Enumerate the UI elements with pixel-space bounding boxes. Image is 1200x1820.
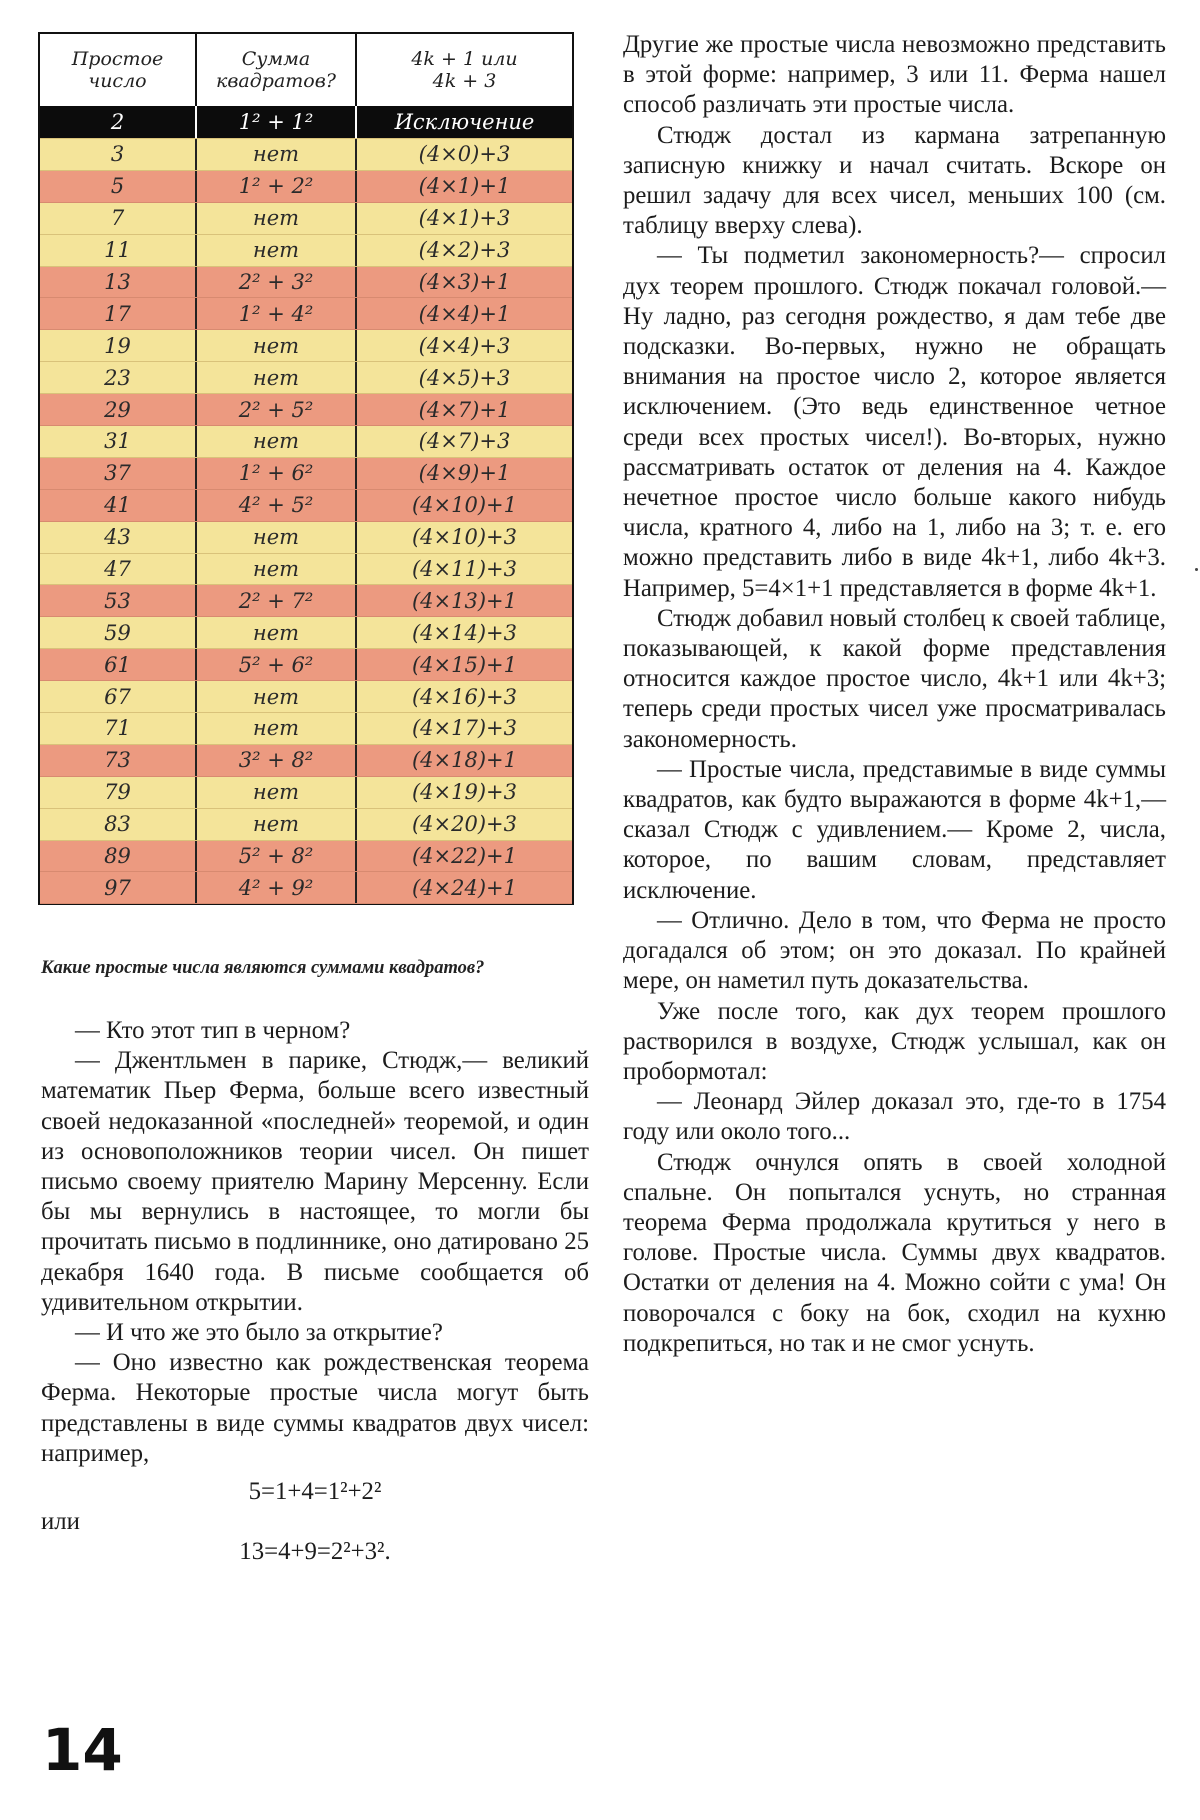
squares-cell: нет — [197, 713, 357, 744]
prime-cell: 7 — [40, 203, 197, 234]
or-word: или — [41, 1508, 80, 1536]
paragraph: — Ты подметил закономерность?— спросил дух теорем прошлого. Стюдж покачал головой.— Ну ладно, раз сегодня рождество, я дам тебе две подсказки. Во-первых, нужно не обращать внимания на простое число 2, которое является исключением. (Это ведь единственное четное среди всех простых чисел!). Во-вторых, нужно рассматривать остаток от деления на 4. Каждое нечетное простое число больше какого нибудь числа, кратного 4, либо на 1, либо на 3; т. е. его можно представить либо в виде 4k+1, либо 4k+3. Например, 5=4×1+1 представляется в форме 4k+1. — [623, 242, 1166, 602]
prime-cell: 61 — [40, 649, 197, 680]
paragraph: Стюдж достал из кармана затрепанную записную книжку и начал считать. Вскоре он решил задачу для всех чисел, меньших 100 (см. таблицу вверху слева). — [623, 121, 1166, 240]
prime-cell: 47 — [40, 554, 197, 585]
paragraph: — Джентльмен в парике, Стюдж,— великий математик Пьер Ферма, больше всего известный своей недоказанной «последней» теоремой, и один из основоположников теории чисел. Он пишет письмо своему приятелю Марину Мерсенну. Если бы мы вернулись в настоящее, то могли бы прочитать письмо в подлиннике, оно датировано 25 декабря 1640 года. В письме сообщается об удивительном открытии. — [41, 1047, 589, 1316]
table-body — [40, 106, 572, 904]
header-squares: Сумма квадратов? — [197, 34, 357, 106]
prime-cell: 43 — [40, 522, 197, 553]
squares-cell: нет — [197, 554, 357, 585]
squares-cell: нет — [197, 235, 357, 266]
squares-cell: 4² + 9² — [197, 872, 357, 903]
form-cell: (4×10)+3 — [411, 525, 518, 550]
squares-cell: нет — [197, 330, 357, 361]
prime-cell: 11 — [40, 235, 197, 266]
form-cell: (4×18)+1 — [411, 748, 518, 773]
formula-2: 13=4+9=2²+3². — [239, 1538, 391, 1566]
paragraph: — Отлично. Дело в том, что Ферма не просто догадался об этом; он это доказал. По крайней мере, он наметил путь доказательства. — [623, 906, 1166, 995]
table-row — [40, 394, 572, 426]
form-cell: (4×3)+1 — [418, 270, 511, 294]
squares-cell: 3² + 8² — [197, 745, 357, 776]
squares-cell: 4² + 5² — [197, 490, 357, 521]
paragraph: — Оно известно как рождественская теорема Ферма. Некоторые простые числа могут быть представлены в виде суммы квадратов двух чисел: например, — [41, 1349, 589, 1467]
form-cell: (4×19)+3 — [411, 780, 518, 805]
prime-cell: 73 — [40, 745, 197, 776]
prime-cell: 97 — [40, 872, 197, 903]
table-row — [40, 330, 572, 362]
table-row — [40, 649, 572, 681]
prime-cell: 2 — [40, 106, 197, 138]
squares-cell: 2² + 7² — [197, 585, 357, 616]
table-row — [40, 745, 572, 777]
paragraph: — Кто этот тип в черном? — [75, 1017, 351, 1044]
table-row — [40, 298, 572, 330]
prime-cell: 37 — [40, 458, 197, 489]
header-form: 4k + 1 или 4k + 3 — [411, 48, 518, 92]
prime-cell: 71 — [40, 713, 197, 744]
table-row — [40, 777, 572, 809]
table-row — [40, 585, 572, 617]
squares-cell: нет — [197, 139, 357, 170]
table-row — [40, 872, 572, 904]
form-cell: (4×0)+3 — [418, 142, 511, 167]
form-cell: (4×7)+1 — [418, 397, 511, 422]
table-row — [40, 490, 572, 522]
table-row — [40, 139, 572, 171]
form-cell: (4×4)+1 — [418, 301, 511, 326]
squares-cell: 1² + 2² — [197, 171, 357, 202]
table-row — [40, 809, 572, 841]
primes-table — [38, 32, 574, 905]
squares-cell: 1² + 4² — [197, 298, 357, 329]
form-cell: (4×15)+1 — [411, 652, 518, 677]
squares-cell: 5² + 6² — [197, 649, 357, 680]
form-cell: (4×4)+3 — [418, 333, 511, 358]
table-row — [40, 681, 572, 713]
form-cell: (4×7)+3 — [418, 429, 511, 454]
form-cell: Исключение — [394, 110, 535, 134]
form-cell: (4×1)+1 — [418, 174, 511, 199]
form-cell: (4×1)+3 — [418, 206, 511, 231]
prime-cell: 31 — [40, 426, 197, 457]
prime-cell: 89 — [40, 841, 197, 872]
table-row — [40, 841, 572, 873]
table-row — [40, 106, 572, 139]
squares-cell: 2² + 5² — [197, 394, 357, 425]
paragraph: Стюдж добавил новый столбец к своей таблице, показывающей, к какой форме представления относится каждое простое число, 4k+1 или 4k+3; теперь среди простых чисел уже просматривалась закономерность. — [623, 604, 1166, 753]
prime-cell: 29 — [40, 394, 197, 425]
header-prime: Простое число — [40, 34, 197, 106]
squares-cell: нет — [197, 426, 357, 457]
prime-cell: 83 — [40, 809, 197, 840]
table-row — [40, 267, 572, 299]
form-cell: (4×14)+3 — [411, 620, 518, 645]
prime-cell: 3 — [40, 139, 197, 170]
form-cell: (4×2)+3 — [418, 238, 511, 263]
form-cell: (4×11)+3 — [411, 557, 518, 582]
form-cell: (4×20)+3 — [411, 812, 518, 837]
left-column — [41, 1016, 589, 1568]
prime-cell: 67 — [40, 681, 197, 712]
paragraph: — И что же это было за открытие? — [75, 1319, 443, 1347]
form-cell: (4×16)+3 — [411, 684, 518, 709]
table-row — [40, 362, 572, 394]
table-row — [40, 522, 572, 554]
squares-cell: нет — [197, 522, 357, 553]
table-caption: Какие простые числа являются суммами квадратов? — [41, 958, 485, 978]
form-cell: (4×24)+1 — [411, 875, 518, 900]
right-column — [623, 30, 1166, 1359]
prime-cell: 23 — [40, 362, 197, 393]
table-row — [40, 617, 572, 649]
prime-cell: 59 — [40, 617, 197, 648]
prime-cell: 53 — [40, 585, 197, 616]
squares-cell: нет — [197, 681, 357, 712]
form-cell: (4×10)+1 — [411, 493, 518, 518]
prime-cell: 41 — [40, 490, 197, 521]
form-cell: (4×13)+1 — [411, 588, 518, 613]
squares-cell: нет — [197, 362, 357, 393]
table-row — [40, 713, 572, 745]
squares-cell: 1² + 1² — [197, 106, 357, 138]
prime-cell: 13 — [40, 267, 197, 298]
paragraph: — Простые числа, представимые в виде суммы квадратов, как будто выражаются в форме 4k+1,— сказал Стюдж с удивлением.— Кроме 2, числа, которое, по вашим словам, представляет исключение. — [623, 755, 1166, 904]
squares-cell: 2² + 3² — [197, 267, 357, 298]
squares-cell: нет — [197, 809, 357, 840]
table-row — [40, 235, 572, 267]
table-row — [40, 554, 572, 586]
squares-cell: нет — [197, 203, 357, 234]
margin-speck — [1195, 568, 1198, 571]
paragraph: Другие же простые числа невозможно представить в этой форме: например, 3 или 11. Ферма нашел способ различать эти простые числа. — [623, 31, 1166, 119]
form-cell: (4×5)+3 — [418, 365, 511, 390]
form-cell: (4×9)+1 — [418, 461, 511, 486]
form-cell: (4×17)+3 — [411, 716, 518, 741]
paragraph: — Леонард Эйлер доказал это, где-то в 1754 году или около того... — [623, 1088, 1166, 1146]
prime-cell: 5 — [40, 171, 197, 202]
table-row — [40, 458, 572, 490]
squares-cell: 5² + 8² — [197, 841, 357, 872]
prime-cell: 79 — [40, 777, 197, 808]
table-row — [40, 171, 572, 203]
squares-cell: 1² + 6² — [197, 458, 357, 489]
prime-cell: 19 — [40, 330, 197, 361]
page-number: 14 — [42, 1716, 123, 1784]
paragraph: Стюдж очнулся опять в своей холодной спальне. Он попытался уснуть, но странная теорема Ферма продолжала крутиться у него в голове. Простые числа. Суммы двух квадратов. Остатки от деления на 4. Можно сойти с ума! Он поворочался с боку на бок, сходил на кухню подкрепиться, но так и не смог уснуть. — [623, 1148, 1166, 1357]
table-row — [40, 426, 572, 458]
form-cell: (4×22)+1 — [411, 844, 518, 869]
formula-1: 5=1+4=1²+2² — [248, 1478, 382, 1506]
paragraph: Уже после того, как дух теорем прошлого растворился в воздухе, Стюдж услышал, как он пробормотал: — [623, 997, 1166, 1085]
table-row — [40, 203, 572, 235]
table-header — [40, 34, 572, 108]
squares-cell: нет — [197, 777, 357, 808]
squares-cell: нет — [197, 617, 357, 648]
prime-cell: 17 — [40, 298, 197, 329]
